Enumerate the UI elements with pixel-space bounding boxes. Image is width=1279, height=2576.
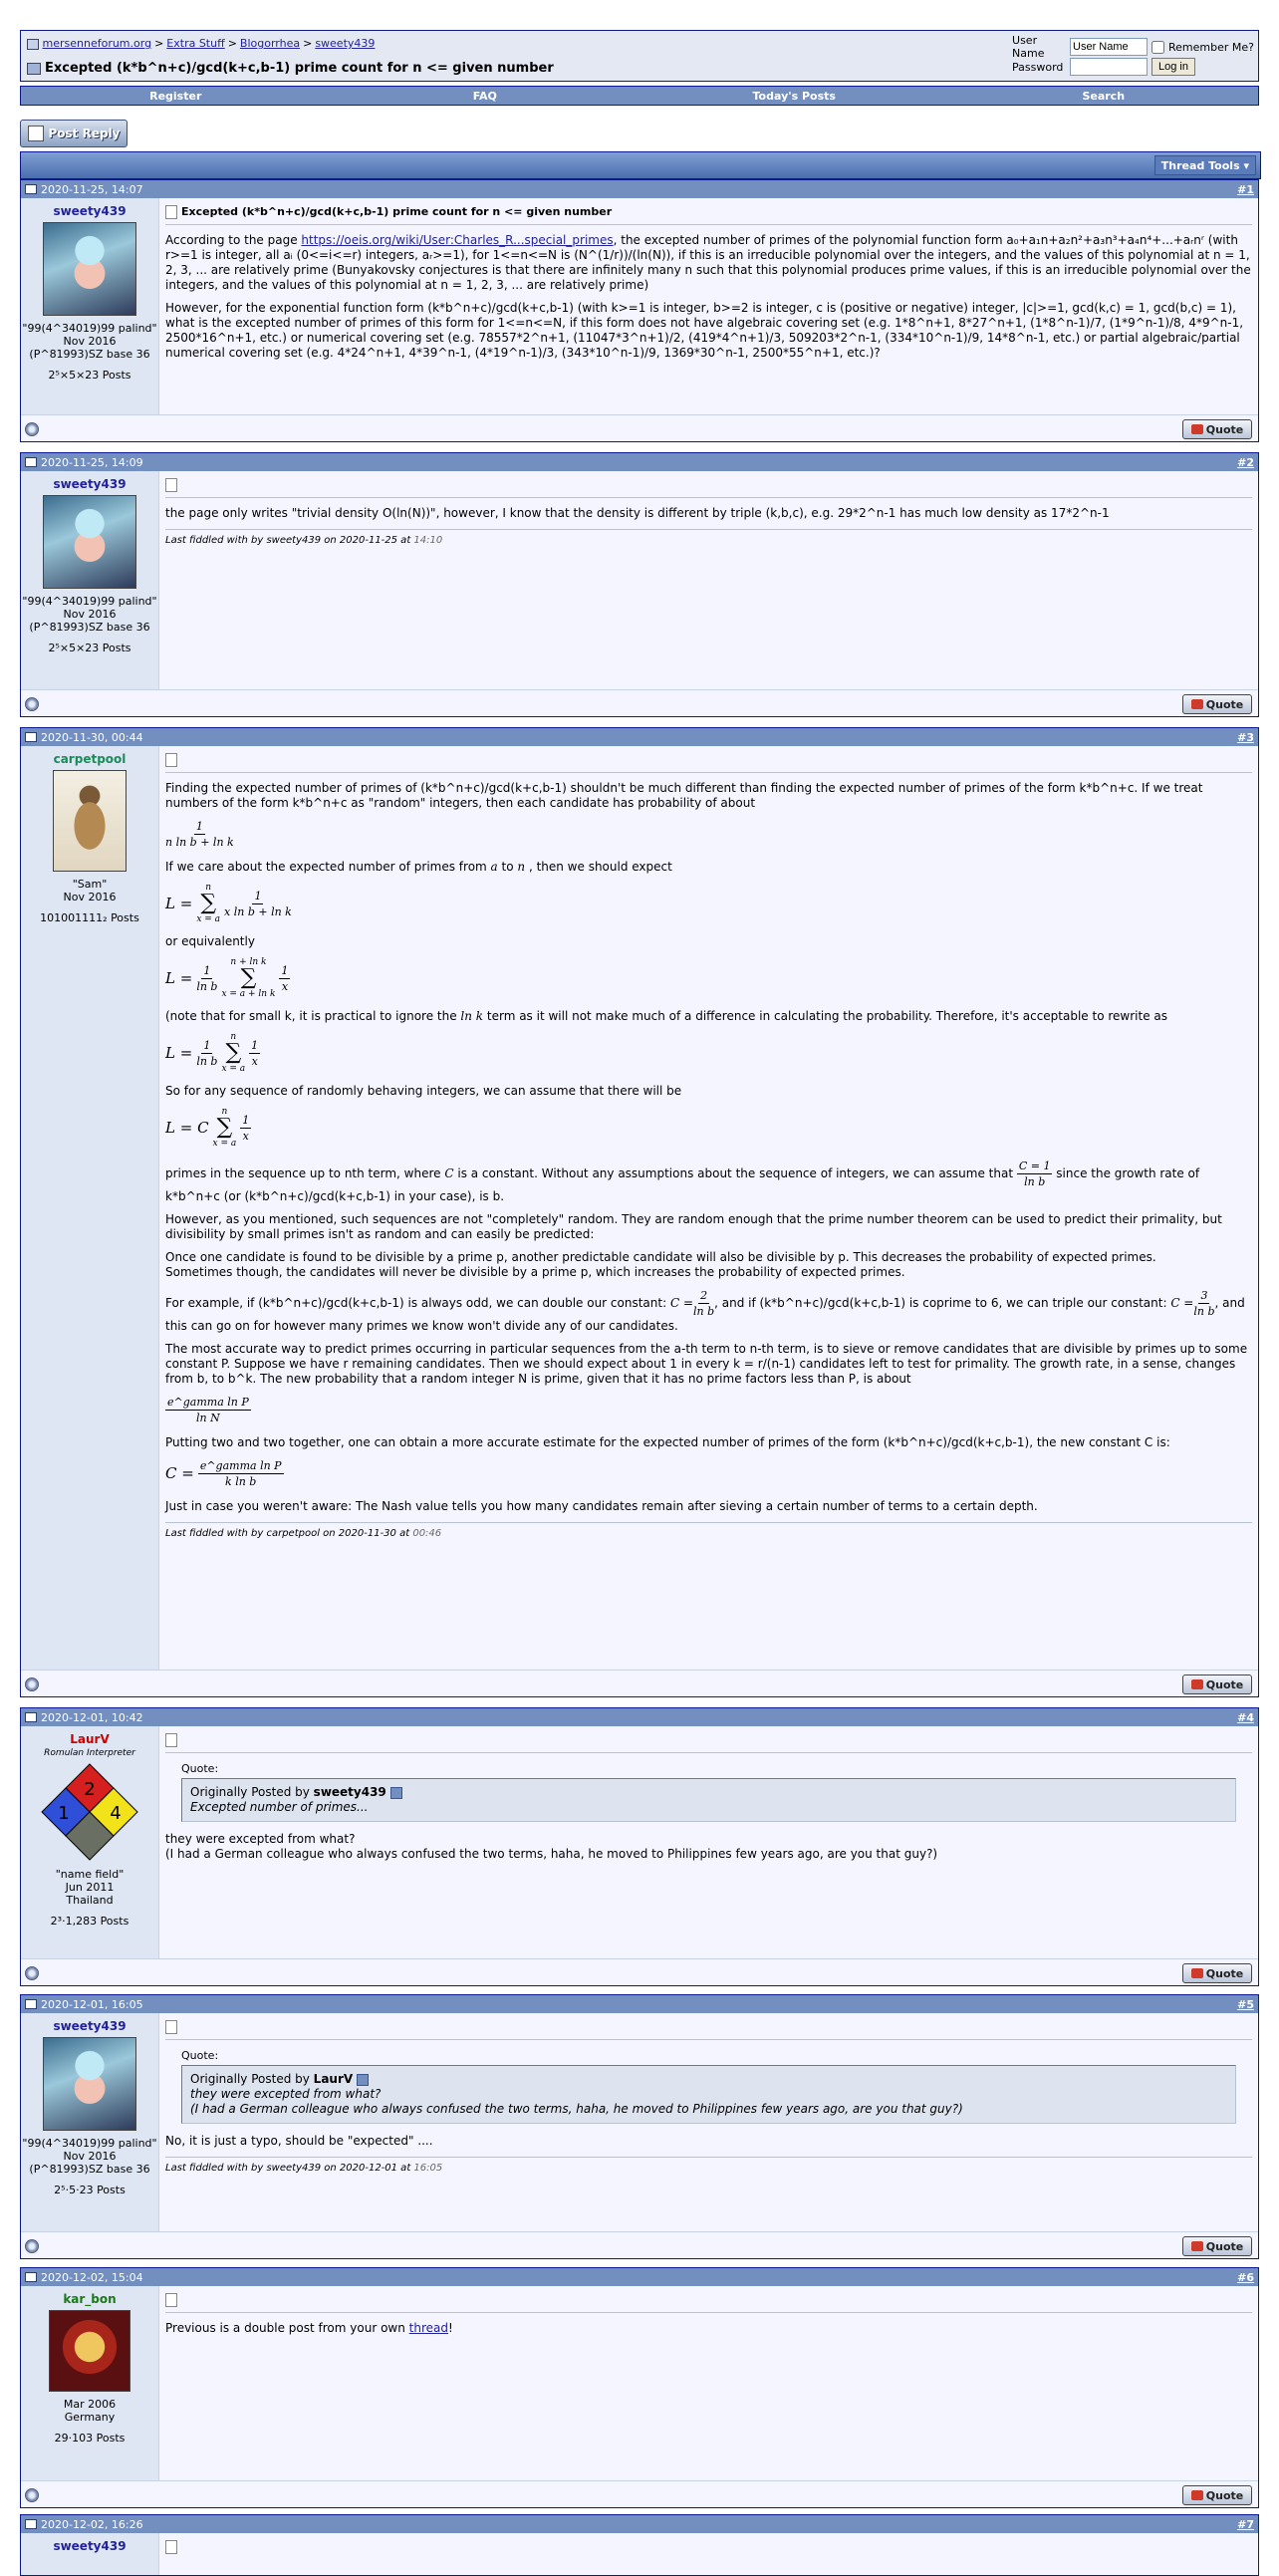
math-den: ln N xyxy=(196,1412,220,1424)
formula-7 xyxy=(165,1458,1252,1489)
avatar[interactable] xyxy=(40,1762,139,1862)
breadcrumb-link-sweety439[interactable]: sweety439 xyxy=(315,37,376,50)
edit-note-text: Last fiddled with by carpetpool on 2020-11-30 at xyxy=(165,1528,413,1539)
user-title: "Sam" xyxy=(72,878,108,891)
user-location: (P^81993)SZ base 36 xyxy=(29,348,150,361)
post-number-link[interactable]: #6 xyxy=(1237,2270,1254,2284)
post-icon xyxy=(25,732,37,742)
edit-note xyxy=(165,1522,1252,1541)
formula-2 xyxy=(165,883,1252,924)
math-n: n xyxy=(517,860,526,874)
reload-icon[interactable] xyxy=(27,63,41,75)
quote-icon xyxy=(1191,2490,1203,2500)
post-title: Excepted (k*b^n+c)/gcd(k+c,b-1) prime count for n <= given number xyxy=(181,205,613,218)
offline-status-icon xyxy=(25,1677,39,1691)
menu-todays-posts[interactable]: Today's Posts xyxy=(752,89,836,103)
post-text: to xyxy=(497,860,518,874)
post-text: or equivalently xyxy=(165,934,255,948)
user-location: Thailand xyxy=(66,1894,114,1907)
post-text: they were excepted from what? xyxy=(165,1832,356,1846)
avatar[interactable] xyxy=(53,770,127,872)
offline-status-icon xyxy=(25,1966,39,1980)
thread-tools-bar xyxy=(20,151,1261,179)
user-title: "99(4^34019)99 palind" xyxy=(22,322,157,335)
user-info xyxy=(21,746,159,1671)
quote-box xyxy=(181,2065,1236,2124)
math-den: ln b xyxy=(1193,1305,1215,1318)
user-rank: Romulan Interpreter xyxy=(44,1748,135,1758)
post-icon xyxy=(25,2272,37,2282)
post-text: since the growth rate of k*b^n+c (or (k*b^n+c)/gcd(k+c,b-1) in your case), is b. xyxy=(165,1166,1200,1203)
math-num: 1 xyxy=(254,889,262,902)
post-text: However, for the exponential function form (k*b^n+c)/gcd(k+c,b-1) (with k>=1 is integer, b>=2 is integer, c is (positive or negative) integer, |c|>=1, gcd(k,c) = 1, gcd(b,c) = 1), what is the excepted number of primes of this form for 1<=n<=N, if this form does not have algebraic covering set (e.g. 1*8^n+1, 8*27^n+1, (1*8^n-1)/7, (1*9^n-1)/8, 4*9^n-1, 2500*16^n+1, etc.) or numerical covering set (e.g. 78557*2^n+1, (11047*3^n+1)/2, (419*4^n+1)/3, 509203*2^n-1, (334*10^n-1)/9, 14*8^n-1, etc.) or partial algebraic/partial numerical covering set (e.g. 4*24^n+1, 4*39^n-1, (4*19^n-1)/3, (343*10^n-1)/9, 1369*30^n-1, 2500*55^n+1, etc.)? xyxy=(165,301,1244,360)
post-text: Once one candidate is found to be divisible by a prime p, another predictable candidate will also be divisible by p. This decreases the probability of expected primes. xyxy=(165,1250,1156,1264)
math-num: 1 xyxy=(281,963,289,977)
breadcrumb-link-blogorrhea[interactable]: Blogorrhea xyxy=(239,37,301,50)
quote-label: Quote xyxy=(1205,697,1244,711)
formula-6 xyxy=(165,1395,1252,1425)
user-info xyxy=(21,2286,159,2481)
math-den: x xyxy=(242,1129,249,1143)
math-num: e^gamma ln P xyxy=(167,1396,249,1409)
post-reply-label: Post Reply xyxy=(48,127,121,140)
post-text: However, as you mentioned, such sequences are not "completely" random. They are random enough that the prime number theorem can be used to predict their primality, but divisibility by small primes isn't as random and can easily be predicted: xyxy=(165,1212,1222,1241)
quote-label: Quote: xyxy=(181,1762,219,1775)
user-location: Germany xyxy=(64,2411,116,2424)
username-link[interactable]: sweety439 xyxy=(53,477,127,491)
quote-text: (I had a German colleague who always confused the two terms, haha, he moved to Philippines few years ago, are you that guy?) xyxy=(190,2102,963,2116)
math-den: ln b xyxy=(1024,1175,1046,1188)
username-label: User Name xyxy=(1012,34,1045,60)
math-C2: C = xyxy=(165,1464,194,1482)
post-footer xyxy=(21,2480,1258,2507)
username-link[interactable]: sweety439 xyxy=(53,2019,127,2033)
post-header xyxy=(21,453,1258,471)
math-num: 1 xyxy=(203,963,211,977)
quote-button[interactable] xyxy=(1182,1963,1252,1983)
math-num: 1 xyxy=(195,820,203,833)
post-content xyxy=(159,746,1258,1671)
post-header xyxy=(21,180,1258,198)
post-footer xyxy=(21,1958,1258,1985)
user-title: "name field" xyxy=(55,1868,125,1881)
post-text: Just in case you weren't aware: The Nash value tells you how many candidates remain after sieving a certain number of terms to a certain depth. xyxy=(165,1499,1038,1513)
post-text: The most accurate way to predict primes occurring in particular sequences from the a-th term to n-th term, is to sieve or remove candidates that are divisible by primes up to some constant P. Suppose we have r remaining candidates. Then we should expect about 1 in every k = r/(n-1) candidates left to test for primality. The growth rate, in a sense, changes from b, to b^k. The new probability that a random integer N is prime, given that it has no prime factors less than P, is about xyxy=(165,1342,1248,1386)
math-den: ln b xyxy=(196,979,218,993)
math-sum-bot: x = a xyxy=(196,914,221,924)
post-content xyxy=(159,2013,1258,2232)
document-icon xyxy=(165,1733,177,1747)
math-sum-bot: x = a xyxy=(212,1139,237,1149)
post-text: If we care about the expected number of primes from xyxy=(165,860,491,874)
post-footer xyxy=(21,1670,1258,1696)
formula-4 xyxy=(165,1032,1252,1074)
post-content xyxy=(159,198,1258,415)
math-num: 1 xyxy=(251,1038,259,1052)
offline-status-icon xyxy=(25,697,39,711)
math-num: 3 xyxy=(1200,1289,1208,1302)
offline-status-icon xyxy=(25,2488,39,2502)
post-text: , then we should expect xyxy=(525,860,672,874)
formula-5 xyxy=(165,1107,1252,1149)
menu-register[interactable]: Register xyxy=(149,89,202,103)
post-number-link[interactable]: #1 xyxy=(1237,182,1254,196)
avatar[interactable] xyxy=(43,2037,136,2131)
post-count: 29·103 Posts xyxy=(54,2432,126,2445)
post-text: According to the page xyxy=(165,233,302,247)
post-header xyxy=(21,1995,1258,2013)
math-lnk: ln k xyxy=(460,1009,484,1023)
post-count: 2⁵×5×23 Posts xyxy=(48,642,131,654)
thread-tools-label: Thread Tools xyxy=(1160,158,1240,172)
user-info xyxy=(21,198,159,415)
math-sum-top: n xyxy=(205,883,212,893)
post-text: , and this can go on for however many primes we know won't divide any of our candidates. xyxy=(165,1296,1245,1333)
post-date: 2020-11-25, 14:07 xyxy=(41,182,143,196)
math-den: x xyxy=(251,1054,258,1068)
sigma-icon: ∑ xyxy=(200,891,217,915)
navbar xyxy=(20,30,1259,82)
quote-button[interactable] xyxy=(1182,2236,1252,2256)
login-button[interactable]: Log in xyxy=(1151,58,1195,76)
post-text: primes in the sequence up to nth term, where xyxy=(165,1166,445,1180)
math-num: 1 xyxy=(203,1038,211,1052)
quote-block xyxy=(181,2048,1236,2124)
math-den: ln b xyxy=(693,1305,715,1318)
math-num: 1 xyxy=(242,1113,250,1127)
post-number-link[interactable]: #7 xyxy=(1237,2517,1254,2531)
post-content xyxy=(159,1726,1258,1959)
edit-note-text: Last fiddled with by sweety439 on 2020-11-25 at xyxy=(165,535,414,546)
post-text: For example, if (k*b^n+c)/gcd(k+c,b-1) is always odd, we can double our constant: xyxy=(165,1296,670,1310)
math-den: k ln b xyxy=(225,1475,257,1488)
post-text: So for any sequence of randomly behaving integers, we can assume that there will be xyxy=(165,1084,682,1098)
math-L: L = xyxy=(165,1043,193,1062)
quote-box xyxy=(181,1778,1236,1822)
post-header xyxy=(21,1708,1258,1726)
quote-label: Quote xyxy=(1205,2239,1244,2253)
math-LC: L = C xyxy=(165,1118,209,1137)
remember-me-label: Remember Me? xyxy=(1168,40,1254,54)
post-content xyxy=(159,2286,1258,2481)
post-date: 2020-12-01, 16:05 xyxy=(41,1997,143,2011)
math-sum-bot: x = a + ln k xyxy=(221,989,276,999)
post-text: the page only writes "trivial density O(ln(N))", however, I know that the density is different by triple (k,b,c), e.g. 29*2^n-1 has much low density as 17*2^n-1 xyxy=(165,506,1110,520)
post-text: ! xyxy=(448,2321,453,2335)
post-1 xyxy=(20,179,1259,442)
math-num: C = 1 xyxy=(1018,1159,1051,1172)
math-C2: C = xyxy=(669,1296,694,1310)
math-sum-top: n + ln k xyxy=(230,957,267,967)
post-icon xyxy=(25,184,37,194)
formula-3 xyxy=(165,957,1252,999)
post-text: term as it will not make much of a difference in calculating the probability. Therefore, it's acceptable to rewrite as xyxy=(483,1009,1167,1023)
thread-tools-button[interactable] xyxy=(1154,155,1256,175)
quote-by-prefix: Originally Posted by xyxy=(190,1785,314,1799)
quote-icon xyxy=(1191,699,1203,709)
join-date: Nov 2016 xyxy=(63,891,117,903)
menu-bar xyxy=(20,86,1259,106)
quote-button[interactable] xyxy=(1182,419,1252,439)
edit-time: 14:10 xyxy=(413,535,443,546)
sigma-icon: ∑ xyxy=(216,1115,233,1140)
breadcrumb-link-home[interactable]: mersenneforum.org xyxy=(42,37,152,50)
post-date: 2020-12-02, 16:26 xyxy=(41,2517,143,2531)
math-den: ln b xyxy=(196,1054,218,1068)
post-count: 2³·1,283 Posts xyxy=(50,1915,129,1928)
post-date: 2020-11-25, 14:09 xyxy=(41,455,143,469)
post-reply-button[interactable] xyxy=(20,120,128,147)
diamond-right: 4 xyxy=(110,1803,122,1824)
diamond-left: 1 xyxy=(58,1803,70,1824)
math-sum-top: n xyxy=(230,1032,237,1042)
math-L: L = xyxy=(165,894,193,912)
math-den: x ln b + ln k xyxy=(224,904,292,918)
view-post-icon[interactable] xyxy=(357,2074,369,2086)
post-footer xyxy=(21,2231,1258,2258)
quote-text: Excepted number of primes... xyxy=(190,1800,369,1814)
post-header xyxy=(21,2515,1258,2533)
document-icon xyxy=(165,478,177,492)
post-number-link[interactable]: #4 xyxy=(1237,1710,1254,1724)
quote-button[interactable] xyxy=(1182,2485,1252,2505)
post-date: 2020-12-02, 15:04 xyxy=(41,2270,143,2284)
post-number-link[interactable]: #2 xyxy=(1237,455,1254,469)
math-num: e^gamma ln P xyxy=(199,1459,282,1472)
math-num: 2 xyxy=(700,1289,708,1302)
username-input[interactable] xyxy=(1070,38,1148,56)
post-7 xyxy=(20,2514,1259,2576)
username-link[interactable]: sweety439 xyxy=(53,2539,127,2553)
post-footer xyxy=(21,689,1258,716)
user-location: (P^81993)SZ base 36 xyxy=(29,621,150,634)
post-3 xyxy=(20,727,1259,1697)
user-location: (P^81993)SZ base 36 xyxy=(29,2163,150,2176)
math-sum-top: n xyxy=(221,1107,228,1117)
thread-link[interactable]: thread xyxy=(408,2321,448,2335)
post-text: No, it is just a typo, should be "expected" .... xyxy=(165,2134,433,2148)
post-icon xyxy=(25,1712,37,1722)
post-icon xyxy=(25,2519,37,2529)
math-C: C xyxy=(444,1166,454,1180)
post-text: , and if (k*b^n+c)/gcd(k+c,b-1) is coprime to 6, we can triple our constant: xyxy=(714,1296,1171,1310)
menu-faq[interactable]: FAQ xyxy=(472,89,497,103)
quote-label: Quote xyxy=(1205,1966,1244,1980)
username-link[interactable]: LaurV xyxy=(70,1732,110,1746)
math-L: L = xyxy=(165,968,193,987)
post-number-link[interactable]: #3 xyxy=(1237,730,1254,744)
post-footer xyxy=(21,414,1258,441)
home-icon xyxy=(27,39,39,50)
password-input[interactable] xyxy=(1070,58,1148,76)
math-a: a xyxy=(490,860,498,874)
post-2 xyxy=(20,452,1259,717)
document-icon xyxy=(165,2293,177,2307)
thread-title xyxy=(27,61,554,76)
quote-icon xyxy=(1191,2241,1203,2251)
login-form xyxy=(1012,34,1254,77)
join-date: Nov 2016 xyxy=(63,2150,117,2163)
math-den: x xyxy=(281,979,289,993)
post-5 xyxy=(20,1994,1259,2259)
edit-time: 16:05 xyxy=(413,2163,443,2174)
user-info xyxy=(21,471,159,690)
user-info xyxy=(21,2533,159,2575)
quote-label: Quote xyxy=(1205,1677,1244,1691)
post-count: 101001111₂ Posts xyxy=(40,911,139,924)
quote-text: they were excepted from what? xyxy=(190,2087,382,2101)
post-content xyxy=(159,2533,1258,2575)
post-text: is a constant. Without any assumptions about the sequence of integers, we can assume that xyxy=(453,1166,1017,1180)
document-icon xyxy=(165,2020,177,2034)
remember-me-checkbox[interactable] xyxy=(1151,41,1164,54)
offline-status-icon xyxy=(25,2239,39,2253)
view-post-icon[interactable] xyxy=(390,1787,402,1799)
quote-button[interactable] xyxy=(1182,1674,1252,1694)
math-sum-bot: x = a xyxy=(221,1064,246,1074)
hazard-diamond-icon xyxy=(40,1762,139,1862)
password-label: Password xyxy=(1012,60,1064,74)
user-title: "99(4^34019)99 palind" xyxy=(22,595,157,608)
post-content xyxy=(159,471,1258,690)
quote-block xyxy=(181,1761,1236,1822)
diamond-top: 2 xyxy=(84,1779,96,1800)
formula-1 xyxy=(165,819,1252,850)
username-link[interactable]: kar_bon xyxy=(63,2292,117,2306)
username-link[interactable]: sweety439 xyxy=(53,204,127,218)
avatar[interactable] xyxy=(43,495,136,589)
post-text: Sometimes though, the candidates will never be divisible by a prime p, which increases the probability of expected primes. xyxy=(165,1265,905,1279)
quote-button[interactable] xyxy=(1182,694,1252,714)
edit-note-text: Last fiddled with by sweety439 on 2020-12-01 at xyxy=(165,2163,414,2174)
document-icon xyxy=(165,205,177,219)
quote-icon xyxy=(1191,1968,1203,1978)
username-link[interactable]: carpetpool xyxy=(53,752,127,766)
edit-note xyxy=(165,529,1252,548)
post-icon xyxy=(25,457,37,467)
post-number-link[interactable]: #5 xyxy=(1237,1997,1254,2011)
avatar[interactable] xyxy=(49,2310,130,2392)
post-text: Putting two and two together, one can obtain a more accurate estimate for the expected number of primes of the form (k*b^n+c)/gcd(k+c,b-1), the new constant C is: xyxy=(165,1435,1170,1449)
post-text: , the excepted number of primes of the polynomial function form a₀+a₁n+a₂n²+a₃n³+a₄n⁴+...+aᵣnʳ (with r>=1 is integer, all aᵢ (0<=i<=r) integers, aᵣ>=1), for 1<=n<=N is (N^(1/r))/(ln(N)), if this is an irreducible polynomial over the integers, and the values of this polynomial at n = 1, 2, 3, ... are relatively prime (Bunyakovsky conjectures is that there are infinitely many n such that this polynomial produces prime values, if this is an irreducible polynomial over the integers, and the values of this polynomial at n = 1, 2, 3, ... are relatively prime) xyxy=(165,233,1251,292)
post-date: 2020-12-01, 10:42 xyxy=(41,1710,143,1724)
edit-note xyxy=(165,2157,1252,2176)
quote-label: Quote: xyxy=(181,2049,219,2062)
join-date: Jun 2011 xyxy=(65,1881,115,1894)
post-4 xyxy=(20,1707,1259,1986)
post-date: 2020-11-30, 00:44 xyxy=(41,730,143,744)
join-date: Mar 2006 xyxy=(63,2398,117,2411)
quote-author: sweety439 xyxy=(313,1785,386,1799)
quote-icon xyxy=(1191,424,1203,434)
quote-label: Quote xyxy=(1205,2488,1244,2502)
document-icon xyxy=(165,753,177,767)
post-6 xyxy=(20,2267,1259,2508)
post-header xyxy=(21,2268,1258,2286)
user-info xyxy=(21,1726,159,1959)
menu-search[interactable]: Search xyxy=(1082,89,1126,103)
post-text: Finding the expected number of primes of (k*b^n+c)/gcd(k+c,b-1) shouldn't be much different than finding the expected number of primes of the form k*b^n+c. If we treat numbers of the form k*b^n+c as "random" integers, then each candidate has probability of about xyxy=(165,781,1203,810)
document-icon xyxy=(165,2540,177,2554)
sigma-icon: ∑ xyxy=(240,965,257,990)
user-info xyxy=(21,2013,159,2232)
join-date: Nov 2016 xyxy=(63,335,117,348)
post-text: Previous is a double post from your own xyxy=(165,2321,409,2335)
post-text: (I had a German colleague who always confused the two terms, haha, he moved to Philippines few years ago, are you that guy?) xyxy=(165,1847,938,1861)
reply-icon xyxy=(28,126,44,141)
post-count: 2⁵·5·23 Posts xyxy=(54,2184,126,2196)
thread-title-text: Excepted (k*b^n+c)/gcd(k+c,b-1) prime count for n <= given number xyxy=(45,61,554,76)
breadcrumb-link-extra-stuff[interactable]: Extra Stuff xyxy=(166,37,225,50)
sigma-icon: ∑ xyxy=(225,1040,242,1065)
quote-author: LaurV xyxy=(313,2072,354,2086)
post-count: 2⁵×5×23 Posts xyxy=(48,369,131,382)
offline-status-icon xyxy=(25,422,39,436)
math-C2: C = xyxy=(1170,1296,1194,1310)
oeis-link[interactable]: https://oeis.org/wiki/User:Charles_R...special_primes xyxy=(301,233,614,247)
quote-label: Quote xyxy=(1205,422,1244,436)
quote-icon xyxy=(1191,1679,1203,1689)
edit-time: 00:46 xyxy=(412,1528,442,1539)
chevron-down-icon: ▾ xyxy=(1243,158,1249,172)
quote-by-prefix: Originally Posted by xyxy=(190,2072,314,2086)
math-den: n ln b + ln k xyxy=(165,836,234,849)
breadcrumb: mersenneforum.org > Extra Stuff > Blogorrhea > sweety439 xyxy=(27,37,375,50)
user-title: "99(4^34019)99 palind" xyxy=(22,2137,157,2150)
avatar[interactable] xyxy=(43,222,136,316)
post-header xyxy=(21,728,1258,746)
join-date: Nov 2016 xyxy=(63,608,117,621)
post-icon xyxy=(25,1999,37,2009)
post-text: (note that for small k, it is practical to ignore the xyxy=(165,1009,461,1023)
